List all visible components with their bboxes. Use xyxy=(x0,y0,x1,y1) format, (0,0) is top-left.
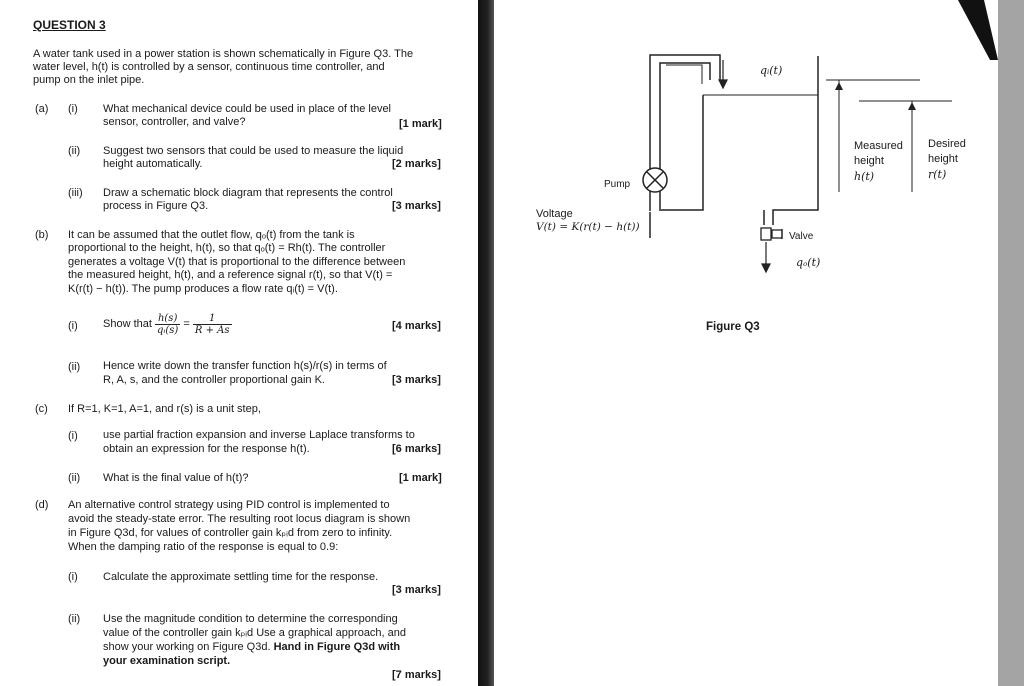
part-a-label: (a) xyxy=(35,103,49,115)
part-d-label: (d) xyxy=(35,499,49,511)
part-b-label: (b) xyxy=(35,229,49,241)
voltage-label: Voltage xyxy=(536,208,573,220)
part-d-ii-line-3 xyxy=(103,641,400,655)
part-a-ii-line-2: height automatically. xyxy=(103,158,203,170)
part-d-line-1: An alternative control strategy using PID control is implemented to xyxy=(68,499,390,511)
part-a-ii-marks: [2 marks] xyxy=(392,158,441,170)
part-c-ii-text: What is the final value of h(t)? xyxy=(103,472,249,484)
part-b-ii-num: (ii) xyxy=(68,361,81,373)
desired-arrow-head xyxy=(908,102,916,110)
part-d-line-3: in Figure Q3d, for values of controller gain kₚᵢd from zero to infinity. xyxy=(68,527,393,539)
part-a-i-line-1: What mechanical device could be used in place of the level xyxy=(103,103,392,115)
part-a-iii-line-2: process in Figure Q3. xyxy=(103,200,209,212)
pump-label: Pump xyxy=(604,179,631,190)
part-d-line-2: avoid the steady-state error. The resulting root locus diagram is shown xyxy=(68,513,411,525)
inflow-label: qᵢ(t) xyxy=(760,64,783,77)
question-page xyxy=(0,0,478,686)
part-a-ii-line-1: Suggest two sensors that could be used to measure the liquid xyxy=(103,145,404,157)
part-c-i-marks: [6 marks] xyxy=(392,443,441,455)
part-b-i-marks: [4 marks] xyxy=(392,320,441,332)
voltage-equation: V(t) = K(r(t) − h(t)) xyxy=(536,221,640,233)
part-b-line-2: proportional to the height, h(t), so that qₒ(t) = Rh(t). The controller xyxy=(68,242,386,254)
part-d-ii-line-3b: Hand in Figure Q3d with xyxy=(273,641,401,653)
part-c-i-num: (i) xyxy=(68,430,78,442)
frac2-denominator: R + As xyxy=(194,324,230,336)
desired-label-1: Desired xyxy=(928,138,966,150)
part-d-ii-line-4: your examination script. xyxy=(103,655,231,667)
desired-label-3: r(t) xyxy=(928,168,947,181)
frac1-numerator: h(s) xyxy=(155,313,180,325)
part-b-ii-line-2: R, A, s, and the controller proportional gain K. xyxy=(103,374,325,386)
part-d-i-text: Calculate the approximate settling time for the response. xyxy=(103,571,379,583)
part-d-ii-line-3a: show your working on Figure Q3d. xyxy=(103,641,271,653)
part-d-line-4: When the damping ratio of the response is equal to 0.9: xyxy=(68,541,339,553)
part-c-text: If R=1, K=1, A=1, and r(s) is a unit step, xyxy=(68,403,261,415)
part-a-i-marks: [1 mark] xyxy=(399,118,442,130)
outflow-arrow-head xyxy=(762,264,770,272)
measured-arrow-head xyxy=(835,82,843,90)
part-c-i-line-1: use partial fraction expansion and inverse Laplace transforms to xyxy=(103,429,415,441)
part-a-iii-marks: [3 marks] xyxy=(392,200,441,212)
scan-corner-shadow xyxy=(958,0,998,60)
part-a-iii-line-1: Draw a schematic block diagram that represents the control xyxy=(103,187,393,199)
part-d-i-num: (i) xyxy=(68,571,78,583)
frac2-numerator: 1 xyxy=(193,313,232,325)
part-c-label: (c) xyxy=(35,403,48,415)
show-that-text: Show that xyxy=(103,318,152,330)
part-b-line-5: K(r(t) − h(t)). The pump produces a flow rate qᵢ(t) = V(t). xyxy=(68,283,338,295)
part-d-ii-num: (ii) xyxy=(68,613,81,625)
measured-label-1: Measured xyxy=(854,140,903,152)
part-d-ii-line-2: value of the controller gain kₚᵢd Use a graphical approach, and xyxy=(103,627,407,639)
part-a-ii-num: (ii) xyxy=(68,145,81,157)
equals-sign: = xyxy=(183,318,190,330)
scan-edge-bar xyxy=(998,0,1024,686)
part-b-i-num: (i) xyxy=(68,320,78,332)
tank-right-wall xyxy=(773,56,818,225)
part-a-i-line-2: sensor, controller, and valve? xyxy=(103,116,246,128)
intro-line-3: pump on the inlet pipe. xyxy=(33,74,145,86)
part-b-line-4: the measured height, h(t), and a reference signal r(t), so that V(t) = xyxy=(68,269,393,281)
fraction-h-over-qi xyxy=(155,313,180,336)
part-c-ii-num: (ii) xyxy=(68,472,81,484)
page-binding-shadow xyxy=(478,0,494,686)
intro-line-2: water level, h(t) is controlled by a sensor, continuous time controller, and xyxy=(33,61,385,73)
part-d-ii-line-1: Use the magnitude condition to determine the corresponding xyxy=(103,613,398,625)
fraction-1-over-r-as xyxy=(193,313,232,336)
desired-label-2: height xyxy=(928,153,958,165)
part-b-ii-marks: [3 marks] xyxy=(392,374,441,386)
inflow-arrow-head xyxy=(719,80,727,88)
measured-label-3: h(t) xyxy=(854,170,875,183)
tank-schematic xyxy=(494,0,998,686)
part-a-i-num: (i) xyxy=(68,103,78,115)
valve-label: Valve xyxy=(789,231,814,242)
pump-icon xyxy=(643,168,667,192)
measured-label-2: height xyxy=(854,155,884,167)
intro-line-1: A water tank used in a power station is shown schematically in Figure Q3. The xyxy=(33,48,414,60)
part-c-i-line-2: obtain an expression for the response h(t). xyxy=(103,443,310,455)
question-title: QUESTION 3 xyxy=(33,18,106,32)
figure-page xyxy=(494,0,998,686)
part-d-ii-marks: [7 marks] xyxy=(392,669,441,681)
valve-icon xyxy=(761,228,782,240)
inlet-pipe-inner-2 xyxy=(666,65,702,84)
part-b-line-1: It can be assumed that the outlet flow, qₒ(t) from the tank is xyxy=(68,229,355,241)
part-c-ii-marks: [1 mark] xyxy=(399,472,442,484)
part-b-line-3: generates a voltage V(t) that is proportional to the difference between xyxy=(68,256,406,268)
part-a-iii-num: (iii) xyxy=(68,187,83,199)
tank-left-wall xyxy=(661,95,703,210)
frac1-denominator: qᵢ(s) xyxy=(156,324,179,336)
figure-caption: Figure Q3 xyxy=(706,321,760,333)
part-b-ii-line-1: Hence write down the transfer function h(s)/r(s) in terms of xyxy=(103,360,387,372)
part-d-i-marks: [3 marks] xyxy=(392,584,441,596)
outflow-label: qₒ(t) xyxy=(796,256,821,269)
part-b-i-equation xyxy=(103,311,232,337)
